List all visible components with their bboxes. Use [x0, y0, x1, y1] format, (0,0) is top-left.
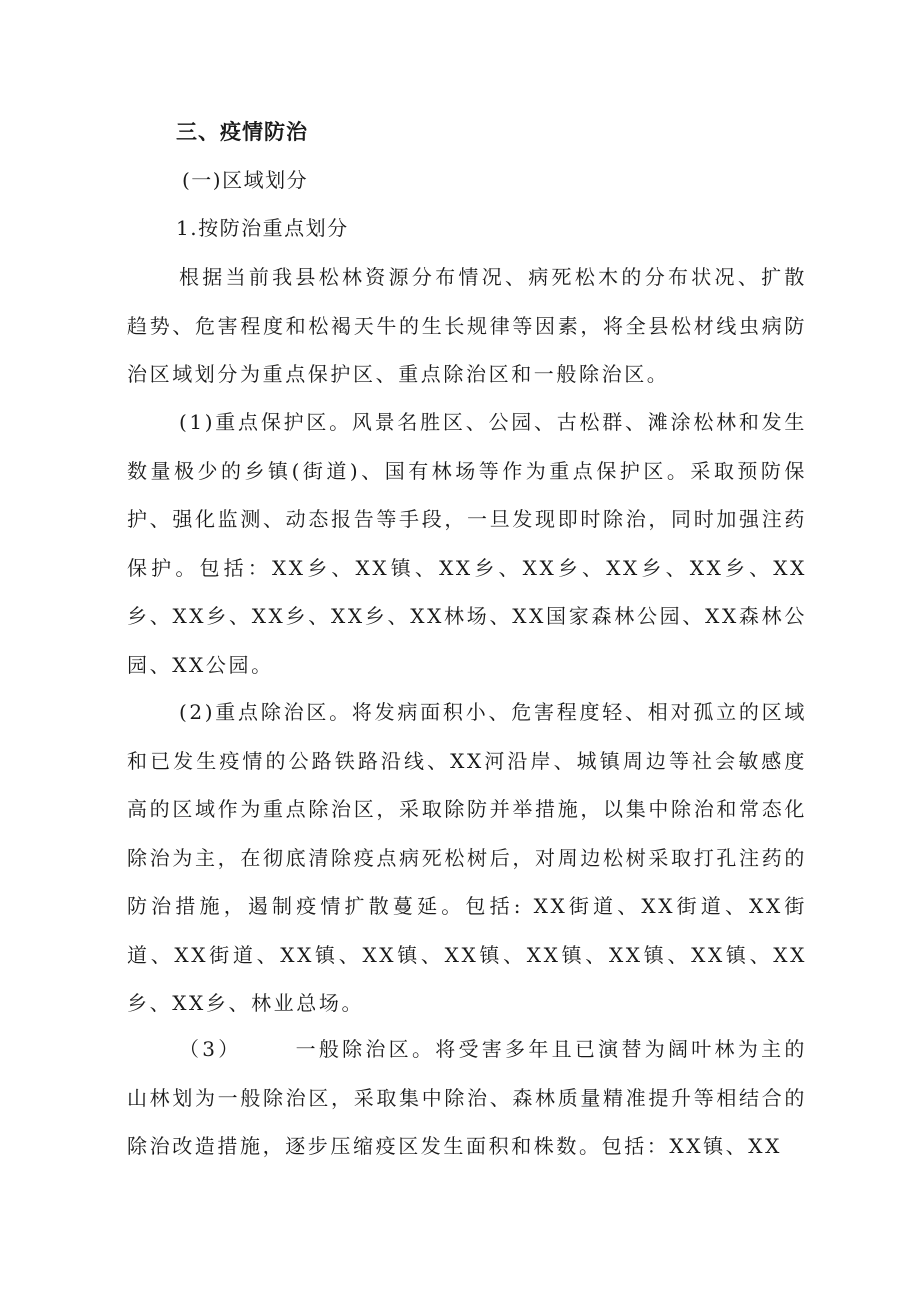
body-paragraph-general-control	[127, 1025, 807, 1171]
body-paragraph-intro: 根据当前我县松林资源分布情况、病死松木的分布状况、扩散趋势、危害程度和松褐天牛的生长规律等因素，将全县松材线虫病防治区域划分为重点保护区、重点除治区和一般除治区。	[127, 265, 807, 386]
body-paragraph-key-protection: (1)重点保护区。风景名胜区、公园、古松群、滩涂松林和发生数量极少的乡镇(街道)、国有林场等作为重点保护区。采取预防保护、强化监测、动态报告等手段，一旦发现即时除治，同时加强注药保护。包括：XX乡、XX镇、XX乡、XX乡、XX乡、XX乡、XX乡、XX乡、XX乡、XX乡、XX林场、XX国家森林公园、XX森林公园、XX公园。	[127, 410, 807, 677]
body-paragraph-key-control: (2)重点除治区。将发病面积小、危害程度轻、相对孤立的区域和已发生疫情的公路铁路沿线、XX河沿岸、城镇周边等社会敏感度高的区域作为重点除治区，采取除防并举措施，以集中除治和常态化除治为主，在彻底清除疫点病死松树后，对周边松树采取打孔注药的防治措施，遏制疫情扩散蔓延。包括: XX街道、XX街道、XX街道、XX街道、XX镇、XX镇、XX镇、XX镇、XX镇、XX镇、XX乡、XX乡、林业总场。	[127, 700, 807, 1015]
paragraph-text: 一般除治区。将受害多年且已演替为阔叶林为主的山林划为一般除治区，采取集中除治、森林质量精准提升等相结合的除治改造措施，逐步压缩疫区发生面积和株数。包括：XX镇、XX	[127, 1037, 807, 1158]
subsection-title: (一)区域划分	[182, 168, 309, 192]
sub-subsection-title: 1.按防治重点划分	[176, 216, 349, 240]
paragraph-number: （3）	[179, 1037, 242, 1061]
section-heading: 三、疫情防治	[176, 120, 308, 144]
